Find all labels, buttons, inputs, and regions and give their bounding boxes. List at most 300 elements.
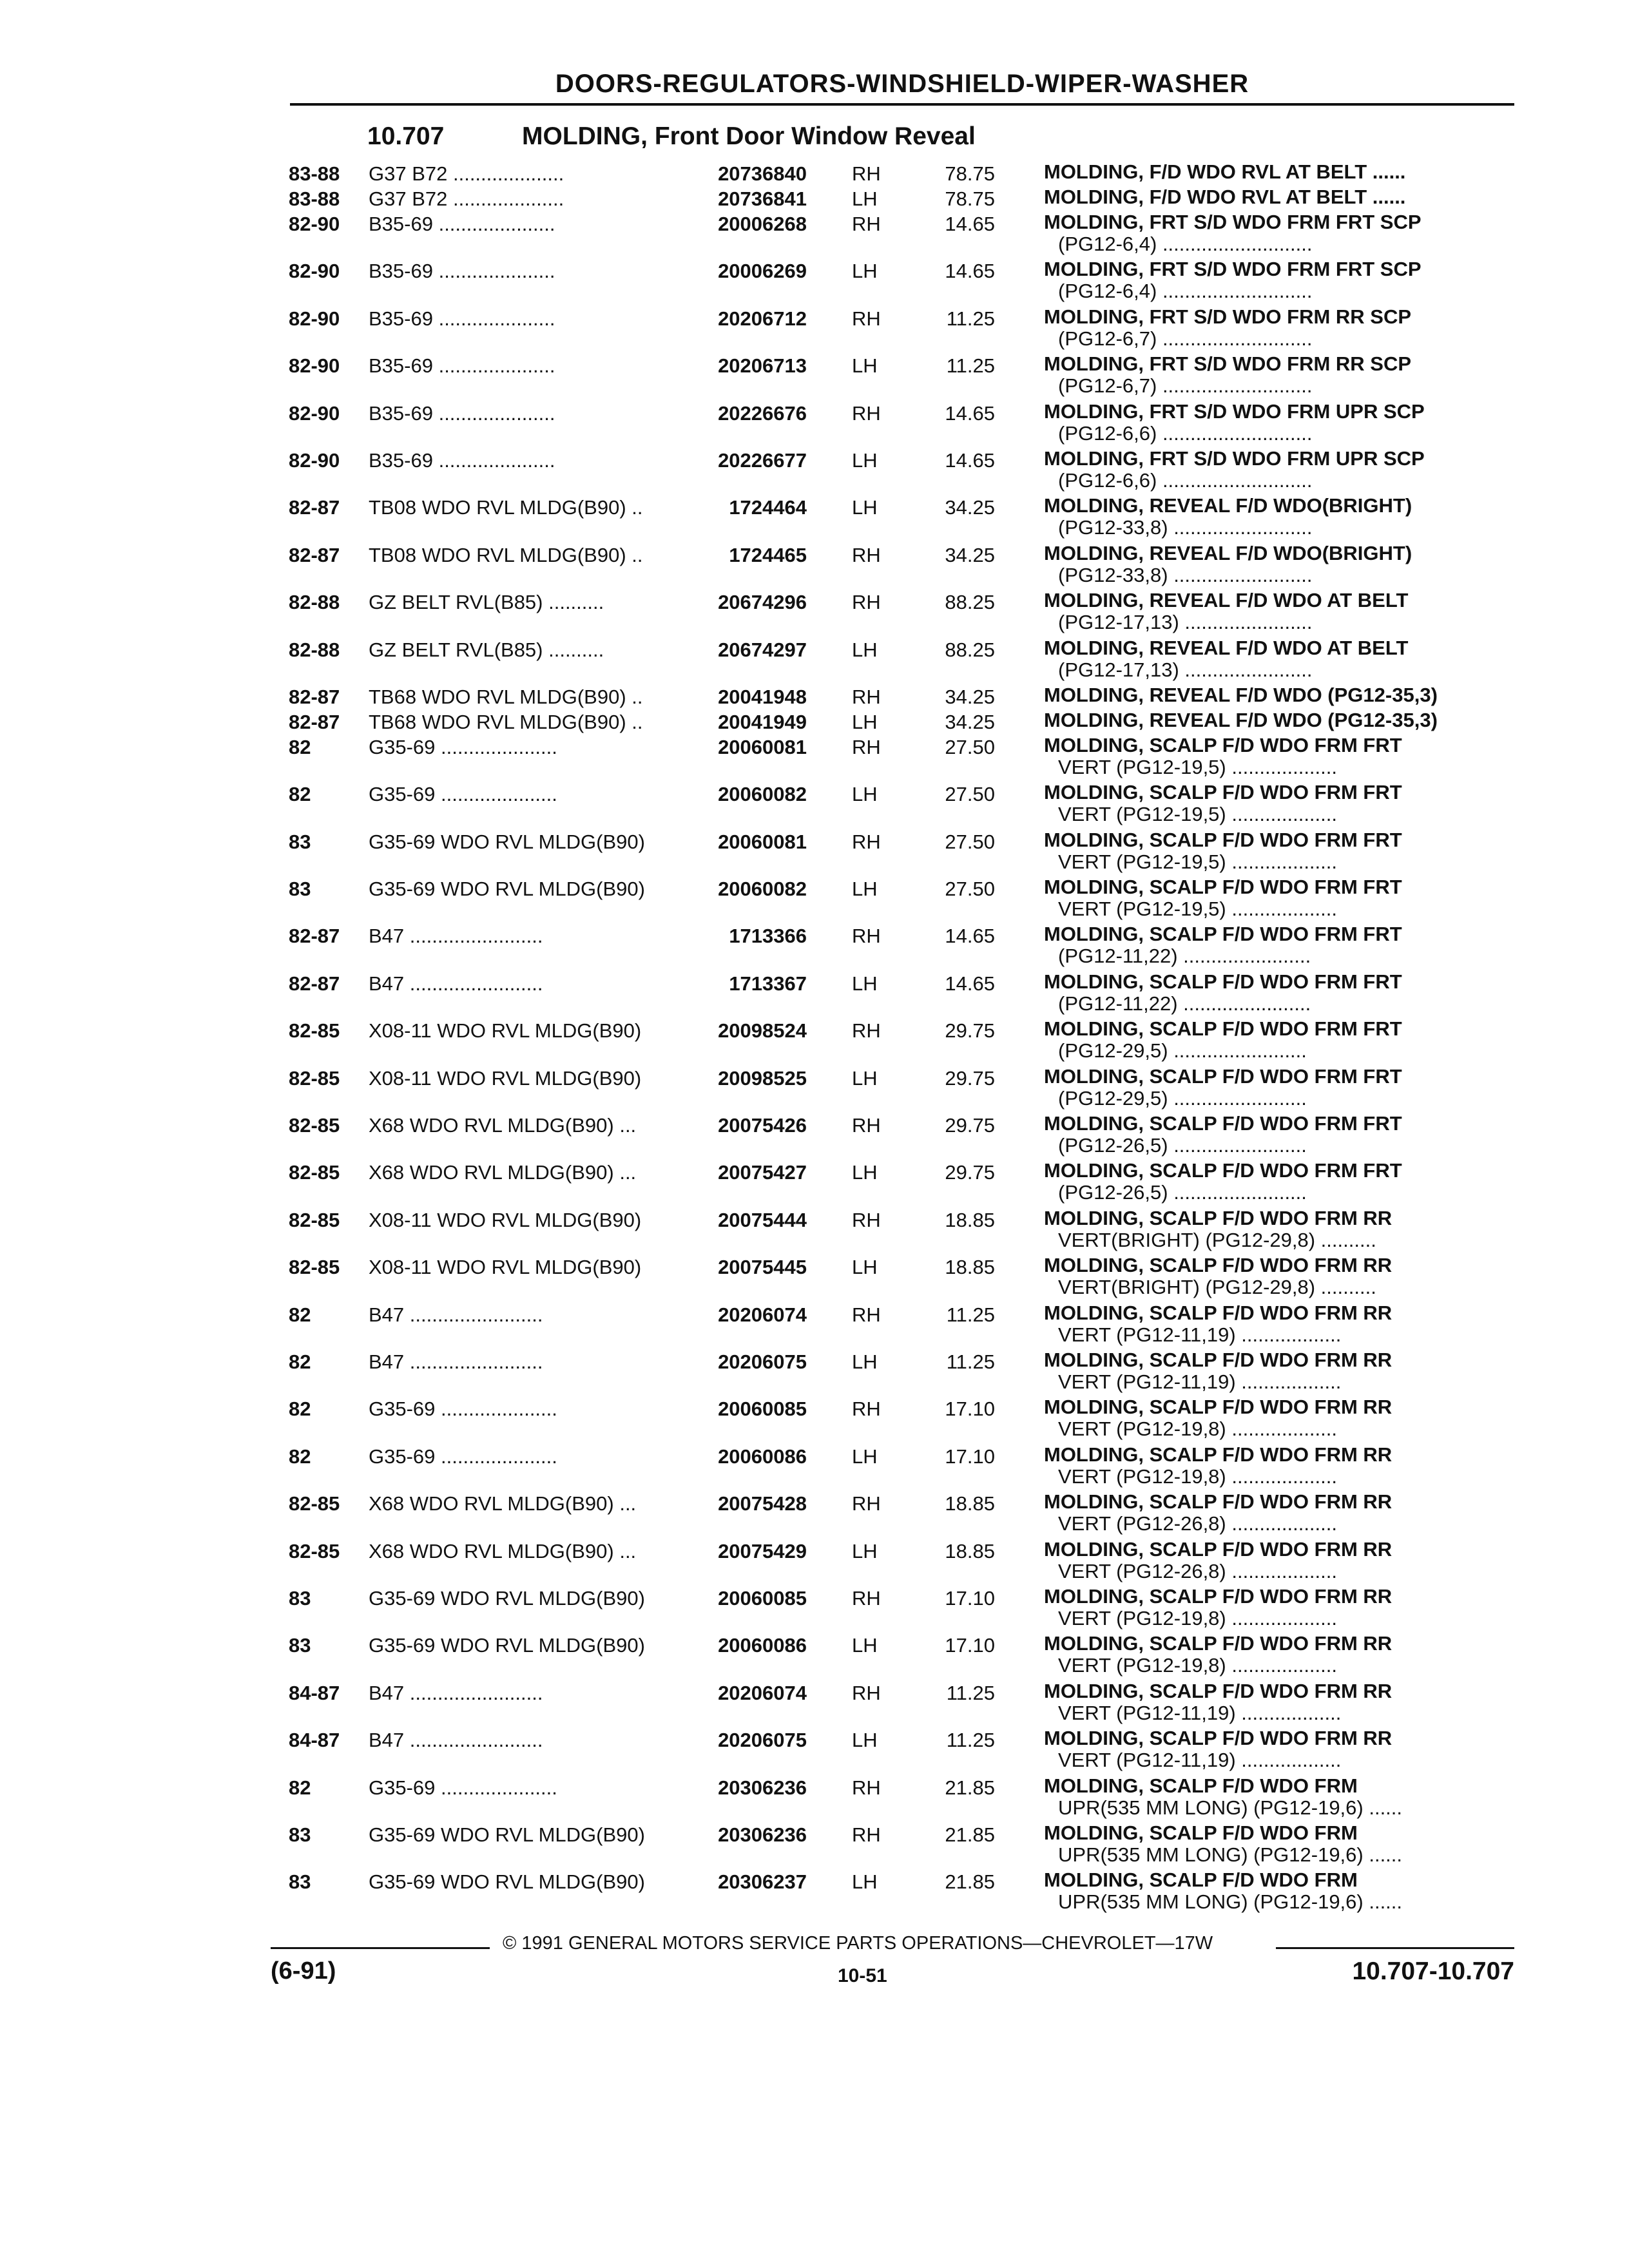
table-row (289, 1066, 1513, 1113)
description-line-1: MOLDING, SCALP F/D WDO FRM RR (1044, 1679, 1393, 1702)
model-codes: X68 WDO RVL MLDG(B90) ... (369, 1114, 637, 1137)
side-code: LH (852, 448, 878, 472)
side-code: RH (852, 1114, 881, 1137)
model-codes: GZ BELT RVL(B85) .......... (369, 591, 604, 614)
table-row (289, 1727, 1513, 1774)
model-codes: B47 ........................ (369, 1350, 543, 1373)
part-number: 20060086 (718, 1634, 807, 1657)
model-years: 82-85 (289, 1208, 340, 1231)
list-price: 11.25 (946, 354, 995, 378)
part-description (1044, 1869, 1495, 1913)
list-price: 34.25 (945, 710, 995, 733)
part-number: 1713367 (729, 972, 807, 995)
list-price: 11.25 (946, 1681, 995, 1704)
description-line-1: MOLDING, REVEAL F/D WDO (PG12-35,3) (1044, 683, 1438, 706)
list-price: 17.10 (945, 1398, 995, 1421)
parts-list (289, 161, 1513, 1917)
table-row (289, 1018, 1513, 1065)
model-years: 83 (289, 1823, 311, 1846)
model-years: 82-85 (289, 1161, 340, 1184)
description-line-1: MOLDING, FRT S/D WDO FRM UPR SCP (1044, 447, 1425, 470)
part-number: 20206074 (718, 1681, 807, 1704)
table-row (289, 1113, 1513, 1160)
model-years: 84-87 (289, 1729, 340, 1752)
model-codes: B47 ........................ (369, 1303, 543, 1326)
table-row (289, 1539, 1513, 1586)
description-line-2: VERT (PG12-11,19) .................. (1058, 1749, 1342, 1772)
model-years: 82-90 (289, 448, 340, 472)
side-code: RH (852, 591, 881, 614)
table-row (289, 1633, 1513, 1680)
table-row (289, 876, 1513, 923)
description-line-2: VERT (PG12-19,5) ................... (1058, 803, 1338, 826)
part-number: 20060082 (718, 783, 807, 806)
side-code: LH (852, 1066, 878, 1090)
part-number: 20060081 (718, 735, 807, 758)
model-years: 83-88 (289, 187, 340, 210)
model-codes: B35-69 ..................... (369, 448, 555, 472)
side-code: RH (852, 1681, 881, 1704)
model-years: 82-85 (289, 1114, 340, 1137)
description-line-1: MOLDING, SCALP F/D WDO FRM FRT (1044, 876, 1402, 899)
side-code: RH (852, 735, 881, 758)
table-row (289, 353, 1513, 400)
model-years: 83 (289, 830, 311, 853)
model-codes: X08-11 WDO RVL MLDG(B90) (369, 1066, 642, 1090)
table-row (289, 1586, 1513, 1633)
description-line-1: MOLDING, SCALP F/D WDO FRM FRT (1044, 1112, 1402, 1135)
description-line-2: (PG12-26,5) ........................ (1058, 1182, 1307, 1204)
side-code: LH (852, 1539, 878, 1562)
description-line-2: (PG12-17,13) ....................... (1058, 611, 1313, 634)
model-years: 82 (289, 1303, 311, 1326)
model-codes: G35-69 WDO RVL MLDG(B90) (369, 1823, 645, 1846)
list-price: 11.25 (946, 1350, 995, 1373)
description-line-1: MOLDING, F/D WDO RVL AT BELT ...... (1044, 160, 1406, 183)
model-years: 82 (289, 1398, 311, 1421)
description-line-1: MOLDING, SCALP F/D WDO FRM FRT (1044, 781, 1402, 804)
list-price: 11.25 (946, 307, 995, 330)
part-number: 20306236 (718, 1776, 807, 1799)
model-codes: G35-69 ..................... (369, 1398, 557, 1421)
table-row (289, 1869, 1513, 1916)
description-line-2: VERT (PG12-11,19) .................. (1058, 1370, 1342, 1393)
table-row (289, 923, 1513, 970)
part-number: 20206074 (718, 1303, 807, 1326)
table-row (289, 1444, 1513, 1491)
model-codes: TB08 WDO RVL MLDG(B90) .. (369, 543, 643, 566)
list-price: 29.75 (945, 1161, 995, 1184)
page-footer (271, 1933, 1514, 2036)
part-description (1044, 1066, 1495, 1110)
part-description (1044, 923, 1495, 967)
model-codes: B35-69 ..................... (369, 260, 555, 283)
side-code: LH (852, 354, 878, 378)
part-number: 20075429 (718, 1539, 807, 1562)
model-codes: G35-69 WDO RVL MLDG(B90) (369, 1634, 645, 1657)
part-number: 20075428 (718, 1492, 807, 1515)
model-codes: B35-69 ..................... (369, 307, 555, 330)
list-price: 17.10 (945, 1586, 995, 1610)
table-row (289, 971, 1513, 1018)
table-row (289, 1680, 1513, 1727)
section-heading (367, 122, 976, 151)
part-description (1044, 735, 1495, 778)
part-description (1044, 1633, 1495, 1677)
list-price: 18.85 (945, 1492, 995, 1515)
model-years: 82-90 (289, 307, 340, 330)
model-codes: G35-69 ..................... (369, 1445, 557, 1468)
model-years: 83 (289, 1870, 311, 1894)
part-description (1044, 1160, 1495, 1204)
description-line-2: (PG12-6,4) ........................... (1058, 233, 1313, 255)
side-code: RH (852, 685, 881, 708)
model-codes: X68 WDO RVL MLDG(B90) ... (369, 1539, 637, 1562)
table-row (289, 186, 1513, 211)
part-description (1044, 1349, 1495, 1393)
description-line-1: MOLDING, SCALP F/D WDO FRM FRT (1044, 1159, 1402, 1182)
page-number: 10-51 (838, 1965, 887, 1986)
model-codes: G35-69 WDO RVL MLDG(B90) (369, 830, 645, 853)
section-title: MOLDING, Front Door Window Reveal (522, 122, 976, 150)
side-code: RH (852, 925, 881, 948)
revision-date: (6-91) (271, 1957, 336, 1984)
description-line-2: VERT (PG12-19,5) ................... (1058, 898, 1338, 921)
model-years: 82-90 (289, 260, 340, 283)
part-description (1044, 1018, 1495, 1062)
list-price: 34.25 (945, 685, 995, 708)
table-row (289, 306, 1513, 353)
description-line-2: (PG12-11,22) ....................... (1058, 945, 1311, 968)
model-codes: B35-69 ..................... (369, 401, 555, 425)
part-description (1044, 1539, 1495, 1582)
description-line-2: (PG12-6,7) ........................... (1058, 327, 1313, 350)
list-price: 27.50 (945, 830, 995, 853)
description-line-1: MOLDING, FRT S/D WDO FRM FRT SCP (1044, 211, 1422, 233)
side-code: RH (852, 307, 881, 330)
list-price: 29.75 (945, 1066, 995, 1090)
side-code: RH (852, 830, 881, 853)
footer-rule-right (1276, 1947, 1514, 1949)
description-line-2: VERT (PG12-26,8) ................... (1058, 1513, 1338, 1535)
table-row (289, 782, 1513, 829)
list-price: 34.25 (945, 543, 995, 566)
description-line-1: MOLDING, SCALP F/D WDO FRM (1044, 1821, 1358, 1844)
list-price: 14.65 (945, 448, 995, 472)
table-row (289, 684, 1513, 709)
description-line-1: MOLDING, SCALP F/D WDO FRM FRT (1044, 1017, 1402, 1041)
model-years: 82 (289, 1776, 311, 1799)
part-number: 20006269 (718, 260, 807, 283)
side-code: RH (852, 162, 881, 185)
description-line-2: VERT (PG12-19,8) ................... (1058, 1607, 1338, 1629)
part-number: 20306236 (718, 1823, 807, 1846)
description-line-2: UPR(535 MM LONG) (PG12-19,6) ...... (1058, 1843, 1403, 1866)
description-line-1: MOLDING, SCALP F/D WDO FRM FRT (1044, 1064, 1402, 1088)
description-line-2: (PG12-33,8) ......................... (1058, 517, 1313, 539)
table-row (289, 161, 1513, 186)
model-years: 82 (289, 783, 311, 806)
part-description (1044, 306, 1495, 350)
part-number: 20041948 (718, 685, 807, 708)
side-code: LH (852, 187, 878, 210)
description-line-2: (PG12-6,7) ........................... (1058, 375, 1313, 398)
list-price: 17.10 (945, 1445, 995, 1468)
part-description (1044, 495, 1495, 539)
part-number: 20736840 (718, 162, 807, 185)
table-row (289, 258, 1513, 305)
part-description (1044, 161, 1495, 183)
table-row (289, 829, 1513, 876)
description-line-1: MOLDING, FRT S/D WDO FRM RR SCP (1044, 305, 1412, 328)
list-price: 18.85 (945, 1539, 995, 1562)
side-code: LH (852, 972, 878, 995)
description-line-1: MOLDING, SCALP F/D WDO FRM RR (1044, 1632, 1393, 1655)
model-years: 82-90 (289, 401, 340, 425)
model-years: 82-87 (289, 685, 340, 708)
model-codes: X08-11 WDO RVL MLDG(B90) (369, 1208, 642, 1231)
list-price: 27.50 (945, 735, 995, 758)
model-codes: G35-69 ..................... (369, 783, 557, 806)
model-codes: B47 ........................ (369, 1681, 543, 1704)
description-line-1: MOLDING, FRT S/D WDO FRM RR SCP (1044, 352, 1412, 376)
side-code: RH (852, 213, 881, 235)
description-line-1: MOLDING, SCALP F/D WDO FRM (1044, 1774, 1358, 1797)
part-description (1044, 590, 1495, 633)
part-description (1044, 543, 1495, 586)
model-years: 82 (289, 735, 311, 758)
description-line-2: UPR(535 MM LONG) (PG12-19,6) ...... (1058, 1796, 1403, 1819)
part-number: 20075427 (718, 1161, 807, 1184)
table-row (289, 1207, 1513, 1254)
model-years: 82-87 (289, 925, 340, 948)
table-row (289, 637, 1513, 684)
list-price: 14.65 (945, 925, 995, 948)
description-line-2: UPR(535 MM LONG) (PG12-19,6) ...... (1058, 1891, 1403, 1914)
side-code: RH (852, 543, 881, 566)
part-description (1044, 258, 1495, 302)
list-price: 14.65 (945, 401, 995, 425)
list-price: 21.85 (945, 1823, 995, 1846)
side-code: RH (852, 1823, 881, 1846)
model-years: 82-85 (289, 1019, 340, 1043)
part-description (1044, 637, 1495, 681)
description-line-1: MOLDING, SCALP F/D WDO FRM RR (1044, 1584, 1393, 1608)
list-price: 78.75 (945, 162, 995, 185)
list-price: 29.75 (945, 1019, 995, 1043)
description-line-2: (PG12-11,22) ....................... (1058, 992, 1311, 1015)
part-number: 20075445 (718, 1256, 807, 1279)
model-codes: X68 WDO RVL MLDG(B90) ... (369, 1492, 637, 1515)
model-years: 83 (289, 878, 311, 901)
part-description (1044, 1444, 1495, 1488)
description-line-1: MOLDING, REVEAL F/D WDO (PG12-35,3) (1044, 708, 1438, 731)
description-line-1: MOLDING, SCALP F/D WDO FRM (1044, 1869, 1358, 1892)
section-range: 10.707-10.707 (1352, 1957, 1514, 1985)
description-line-1: MOLDING, SCALP F/D WDO FRM RR (1044, 1206, 1393, 1229)
model-codes: GZ BELT RVL(B85) .......... (369, 638, 604, 661)
part-number: 20206712 (718, 307, 807, 330)
model-years: 83-88 (289, 162, 340, 185)
part-description (1044, 186, 1495, 208)
description-line-2: (PG12-26,5) ........................ (1058, 1135, 1307, 1157)
model-codes: TB68 WDO RVL MLDG(B90) .. (369, 710, 643, 733)
model-codes: X68 WDO RVL MLDG(B90) ... (369, 1161, 637, 1184)
model-years: 82-87 (289, 972, 340, 995)
header-rule (290, 103, 1514, 106)
part-number: 20674296 (718, 591, 807, 614)
description-line-1: MOLDING, SCALP F/D WDO FRM FRT (1044, 923, 1402, 946)
part-description (1044, 1491, 1495, 1535)
section-number: 10.707 (367, 122, 445, 150)
side-code: RH (852, 1398, 881, 1421)
description-line-1: MOLDING, SCALP F/D WDO FRM FRT (1044, 828, 1402, 851)
table-row (289, 1491, 1513, 1538)
description-line-2: (PG12-6,4) ........................... (1058, 280, 1313, 303)
model-years: 82-88 (289, 591, 340, 614)
list-price: 18.85 (945, 1256, 995, 1279)
description-line-2: (PG12-6,6) ........................... (1058, 469, 1313, 492)
model-years: 83 (289, 1586, 311, 1610)
description-line-2: VERT (PG12-19,8) ................... (1058, 1655, 1338, 1677)
model-years: 82-87 (289, 496, 340, 519)
part-number: 20060081 (718, 830, 807, 853)
part-number: 1724465 (729, 543, 807, 566)
description-line-1: MOLDING, SCALP F/D WDO FRM FRT (1044, 733, 1402, 756)
list-price: 21.85 (945, 1870, 995, 1894)
model-years: 82-85 (289, 1539, 340, 1562)
part-description (1044, 401, 1495, 445)
part-number: 20060085 (718, 1586, 807, 1610)
description-line-2: VERT (PG12-19,5) ................... (1058, 756, 1338, 778)
description-line-2: (PG12-17,13) ....................... (1058, 658, 1313, 681)
side-code: LH (852, 1350, 878, 1373)
model-codes: G35-69 ..................... (369, 1776, 557, 1799)
description-line-1: MOLDING, SCALP F/D WDO FRM RR (1044, 1490, 1393, 1514)
part-number: 20098524 (718, 1019, 807, 1043)
description-line-2: (PG12-6,6) ........................... (1058, 422, 1313, 445)
model-years: 82 (289, 1350, 311, 1373)
model-codes: G35-69 WDO RVL MLDG(B90) (369, 1870, 645, 1894)
part-description (1044, 1586, 1495, 1629)
footer-rule-left (271, 1947, 490, 1949)
description-line-1: MOLDING, SCALP F/D WDO FRM RR (1044, 1396, 1393, 1419)
part-description (1044, 1775, 1495, 1819)
description-line-1: MOLDING, REVEAL F/D WDO AT BELT (1044, 589, 1409, 612)
page-header (290, 70, 1514, 99)
part-number: 20226677 (718, 448, 807, 472)
part-description (1044, 448, 1495, 492)
part-number: 20060085 (718, 1398, 807, 1421)
description-line-1: MOLDING, SCALP F/D WDO FRM RR (1044, 1348, 1393, 1371)
model-codes: TB08 WDO RVL MLDG(B90) .. (369, 496, 643, 519)
description-line-1: MOLDING, SCALP F/D WDO FRM FRT (1044, 970, 1402, 993)
part-description (1044, 1302, 1495, 1346)
side-code: LH (852, 1870, 878, 1894)
list-price: 11.25 (946, 1303, 995, 1326)
table-row (289, 1160, 1513, 1207)
model-years: 82-88 (289, 638, 340, 661)
part-number: 20226676 (718, 401, 807, 425)
part-description (1044, 971, 1495, 1015)
description-line-1: MOLDING, SCALP F/D WDO FRM RR (1044, 1537, 1393, 1561)
side-code: RH (852, 401, 881, 425)
part-description (1044, 1822, 1495, 1866)
side-code: RH (852, 1019, 881, 1043)
side-code: LH (852, 710, 878, 733)
list-price: 34.25 (945, 496, 995, 519)
model-years: 82-85 (289, 1066, 340, 1090)
description-line-2: VERT (PG12-19,5) ................... (1058, 850, 1338, 873)
model-codes: X08-11 WDO RVL MLDG(B90) (369, 1019, 642, 1043)
list-price: 27.50 (945, 783, 995, 806)
description-line-1: MOLDING, SCALP F/D WDO FRM RR (1044, 1254, 1393, 1277)
table-row (289, 1775, 1513, 1822)
list-price: 78.75 (945, 187, 995, 210)
description-line-1: MOLDING, FRT S/D WDO FRM UPR SCP (1044, 399, 1425, 423)
list-price: 29.75 (945, 1114, 995, 1137)
description-line-2: (PG12-29,5) ........................ (1058, 1087, 1307, 1110)
description-line-1: MOLDING, REVEAL F/D WDO AT BELT (1044, 636, 1409, 659)
model-codes: B47 ........................ (369, 925, 543, 948)
part-description (1044, 1680, 1495, 1724)
part-description (1044, 1254, 1495, 1298)
description-line-1: MOLDING, SCALP F/D WDO FRM RR (1044, 1727, 1393, 1750)
table-row (289, 1822, 1513, 1869)
table-row (289, 448, 1513, 495)
list-price: 18.85 (945, 1208, 995, 1231)
part-number: 20674297 (718, 638, 807, 661)
part-number: 20075444 (718, 1208, 807, 1231)
part-number: 20736841 (718, 187, 807, 210)
model-years: 82-90 (289, 354, 340, 378)
description-line-2: VERT (PG12-11,19) .................. (1058, 1323, 1342, 1346)
part-number: 20060086 (718, 1445, 807, 1468)
side-code: RH (852, 1776, 881, 1799)
model-codes: G35-69 WDO RVL MLDG(B90) (369, 1586, 645, 1610)
side-code: RH (852, 1586, 881, 1610)
description-line-2: VERT (PG12-26,8) ................... (1058, 1560, 1338, 1582)
side-code: LH (852, 260, 878, 283)
side-code: LH (852, 638, 878, 661)
part-number: 1713366 (729, 925, 807, 948)
side-code: RH (852, 1208, 881, 1231)
table-row (289, 735, 1513, 782)
part-number: 20098525 (718, 1066, 807, 1090)
model-codes: G35-69 ..................... (369, 735, 557, 758)
description-line-1: MOLDING, REVEAL F/D WDO(BRIGHT) (1044, 541, 1412, 564)
description-line-2: VERT(BRIGHT) (PG12-29,8) .......... (1058, 1229, 1376, 1251)
list-price: 88.25 (945, 591, 995, 614)
description-line-1: MOLDING, F/D WDO RVL AT BELT ...... (1044, 186, 1406, 208)
part-description (1044, 353, 1495, 397)
description-line-1: MOLDING, REVEAL F/D WDO(BRIGHT) (1044, 494, 1412, 517)
side-code: LH (852, 878, 878, 901)
model-years: 83 (289, 1634, 311, 1657)
table-row (289, 211, 1513, 258)
part-description (1044, 782, 1495, 825)
model-years: 82-90 (289, 213, 340, 235)
model-codes: B47 ........................ (369, 1729, 543, 1752)
model-codes: B47 ........................ (369, 972, 543, 995)
table-row (289, 1396, 1513, 1443)
part-number: 20306237 (718, 1870, 807, 1894)
side-code: LH (852, 1161, 878, 1184)
description-line-2: VERT(BRIGHT) (PG12-29,8) .......... (1058, 1276, 1376, 1299)
part-description (1044, 684, 1495, 706)
part-description (1044, 1727, 1495, 1771)
part-description (1044, 709, 1495, 731)
